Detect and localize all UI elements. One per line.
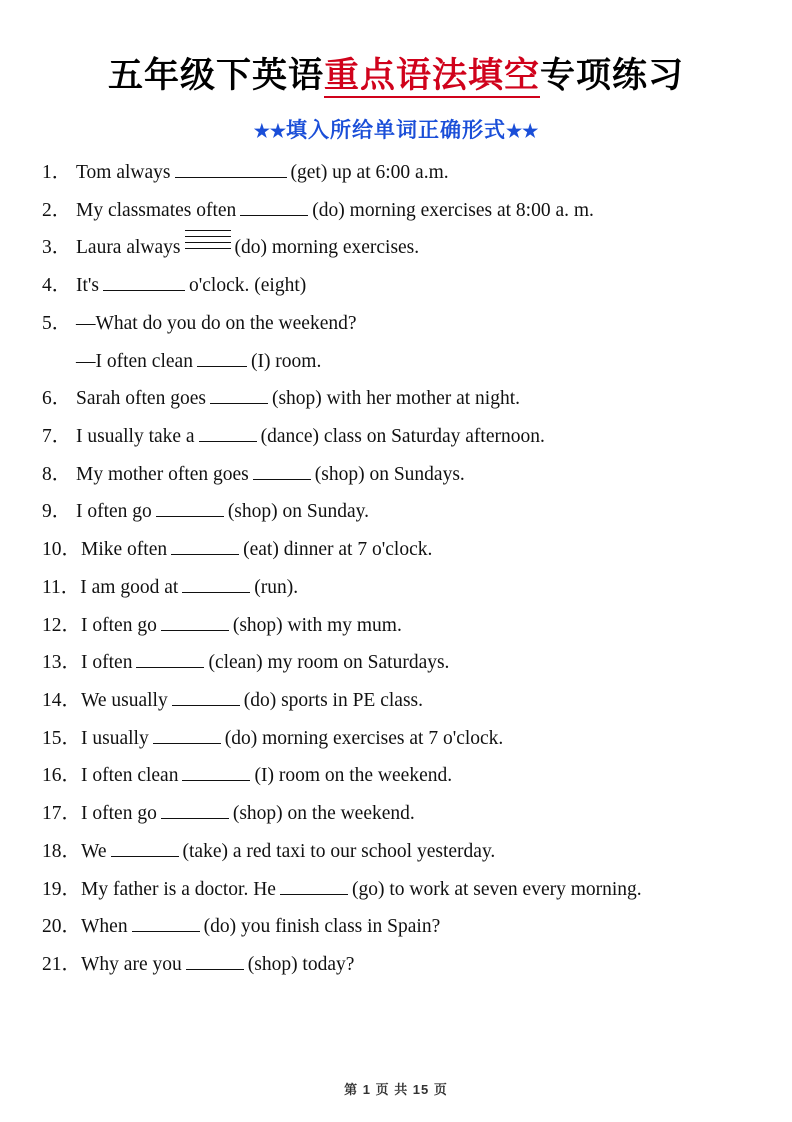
question-text-before-blank: Mike often [81, 539, 168, 561]
question-text-before-blank: Why are you [81, 954, 182, 976]
title-prefix: 五年级下英语 [107, 56, 324, 95]
title-highlight: 重点语法填空 [324, 56, 540, 98]
question-item [42, 946, 750, 984]
question-text-before-blank: I usually take a [76, 425, 195, 447]
page-title [42, 54, 750, 98]
question-text-before-blank: We [81, 840, 107, 862]
question-text-before-blank: My father is a doctor. He [81, 878, 276, 900]
question-item [42, 267, 750, 305]
instruction-text: 填入所给单词正确形式 [286, 117, 506, 142]
question-item [42, 229, 750, 267]
question-text-after-blank: (clean) my room on Saturdays. [208, 652, 450, 674]
page-footer: 第 1 页 共 15 页 [344, 1082, 448, 1097]
answer-blank[interactable] [186, 955, 244, 970]
question-text-before-blank: I am good at [80, 576, 179, 598]
question-text-after-blank: (shop) with her mother at night. [271, 388, 521, 410]
question-item [42, 342, 750, 380]
question-text-before-blank: We usually [81, 690, 168, 711]
question-number: 2． [42, 199, 72, 221]
question-text-before-blank: —What do you do on the weekend? [76, 312, 357, 334]
question-text-after-blank: (take) a red taxi to our school yesterday. [182, 840, 496, 862]
question-item [42, 720, 750, 758]
question-number: 8． [42, 463, 72, 485]
question-number: 20． [42, 916, 82, 938]
question-item [42, 191, 750, 229]
question-item [42, 682, 750, 720]
question-number: 14． [42, 690, 82, 711]
question-text-after-blank: (eat) dinner at 7 o'clock. [243, 539, 433, 561]
answer-blank[interactable] [182, 578, 250, 593]
question-text-after-blank: (run). [254, 576, 299, 598]
answer-blank[interactable] [253, 465, 311, 480]
question-text-after-blank: (shop) with my mum. [232, 614, 402, 636]
answer-blank[interactable] [182, 766, 250, 781]
question-text-before-blank: I often go [76, 501, 152, 523]
answer-blank[interactable] [136, 653, 204, 668]
question-text-before-blank: My classmates often [76, 199, 237, 221]
answer-blank[interactable] [280, 880, 348, 895]
question-text-before-blank: I often [81, 652, 133, 674]
question-text-before-blank: My mother often goes [76, 463, 249, 485]
question-text-after-blank: (shop) on Sunday. [227, 501, 369, 523]
question-number: 5． [42, 312, 72, 334]
question-item [42, 418, 750, 456]
question-text-after-blank: (do) morning exercises at 8:00 a. m. [312, 199, 594, 221]
question-text-after-blank: o'clock. (eight) [189, 275, 307, 297]
question-item [42, 757, 750, 795]
answer-blank[interactable] [197, 352, 247, 367]
question-item [42, 606, 750, 644]
question-item [42, 908, 750, 946]
question-item [42, 795, 750, 833]
question-item [42, 305, 750, 343]
answer-blank[interactable] [175, 163, 287, 178]
answer-blank[interactable] [161, 616, 229, 631]
instruction-line [42, 114, 750, 144]
answer-blank[interactable] [153, 729, 221, 744]
question-text-before-blank: When [81, 916, 128, 938]
question-number: 16． [42, 765, 82, 787]
answer-blank[interactable] [210, 389, 268, 404]
question-number: 6． [42, 388, 72, 410]
question-text-after-blank: (I) room on the weekend. [254, 765, 453, 787]
question-number: 1． [42, 161, 72, 183]
question-number: 17． [42, 803, 82, 825]
answer-blank[interactable] [172, 691, 240, 706]
question-text-after-blank: (do) morning exercises. [234, 237, 420, 259]
question-text-after-blank: (do) you finish class in Spain? [203, 916, 441, 938]
answer-blank[interactable] [161, 804, 229, 819]
question-item [42, 644, 750, 682]
question-number: 3． [42, 237, 72, 259]
question-text-after-blank: (dance) class on Saturday afternoon. [260, 425, 545, 447]
question-number: 11． [42, 576, 81, 598]
question-item [42, 380, 750, 418]
question-text-after-blank: (get) up at 6:00 a.m. [290, 161, 449, 183]
question-item [42, 493, 750, 531]
question-number: 12． [42, 614, 82, 636]
answer-blank[interactable] [103, 276, 185, 291]
title-suffix: 专项练习 [540, 56, 685, 95]
question-text-before-blank: Tom always [76, 161, 171, 183]
question-text-before-blank: I often clean [81, 765, 179, 787]
question-number: 7． [42, 425, 72, 447]
answer-blank[interactable] [240, 201, 308, 216]
question-text-after-blank: (I) room. [250, 350, 322, 372]
answer-blank[interactable] [199, 427, 257, 442]
question-list [42, 154, 750, 984]
question-text-before-blank: I usually [81, 727, 149, 749]
star-left: ★★ [253, 120, 286, 141]
answer-blank[interactable] [132, 917, 200, 932]
question-number: 21． [42, 954, 82, 976]
answer-blank[interactable] [156, 502, 224, 517]
question-text-after-blank: (shop) on Sundays. [314, 463, 465, 485]
question-number: 9． [42, 501, 72, 523]
question-number: 19． [42, 878, 82, 900]
question-item [42, 456, 750, 494]
question-text-before-blank: It's [76, 275, 100, 297]
question-item [42, 569, 750, 607]
question-text-after-blank: (go) to work at seven every morning. [351, 878, 642, 900]
question-text-before-blank: I often go [81, 614, 157, 636]
question-text-after-blank: (shop) today? [247, 954, 355, 976]
question-text-before-blank: Laura always [76, 237, 181, 259]
answer-blank[interactable] [185, 239, 231, 253]
question-number: 4． [42, 275, 72, 297]
question-item [42, 833, 750, 871]
question-number: 18． [42, 840, 82, 862]
question-text-before-blank: —I often clean [76, 350, 193, 372]
question-text-before-blank: Sarah often goes [76, 388, 206, 410]
question-text-before-blank: I often go [81, 803, 157, 825]
question-item [42, 531, 750, 569]
answer-blank[interactable] [171, 540, 239, 555]
question-item [42, 870, 750, 908]
question-text-after-blank: (shop) on the weekend. [232, 803, 415, 825]
question-item [42, 154, 750, 192]
star-right: ★★ [506, 120, 539, 141]
question-number: 15． [42, 727, 82, 749]
question-number: 10． [42, 539, 82, 561]
question-text-after-blank: (do) morning exercises at 7 o'clock. [224, 727, 504, 749]
question-number: 13． [42, 652, 82, 674]
answer-blank[interactable] [111, 842, 179, 857]
question-text-after-blank: (do) sports in PE class. [243, 690, 423, 711]
